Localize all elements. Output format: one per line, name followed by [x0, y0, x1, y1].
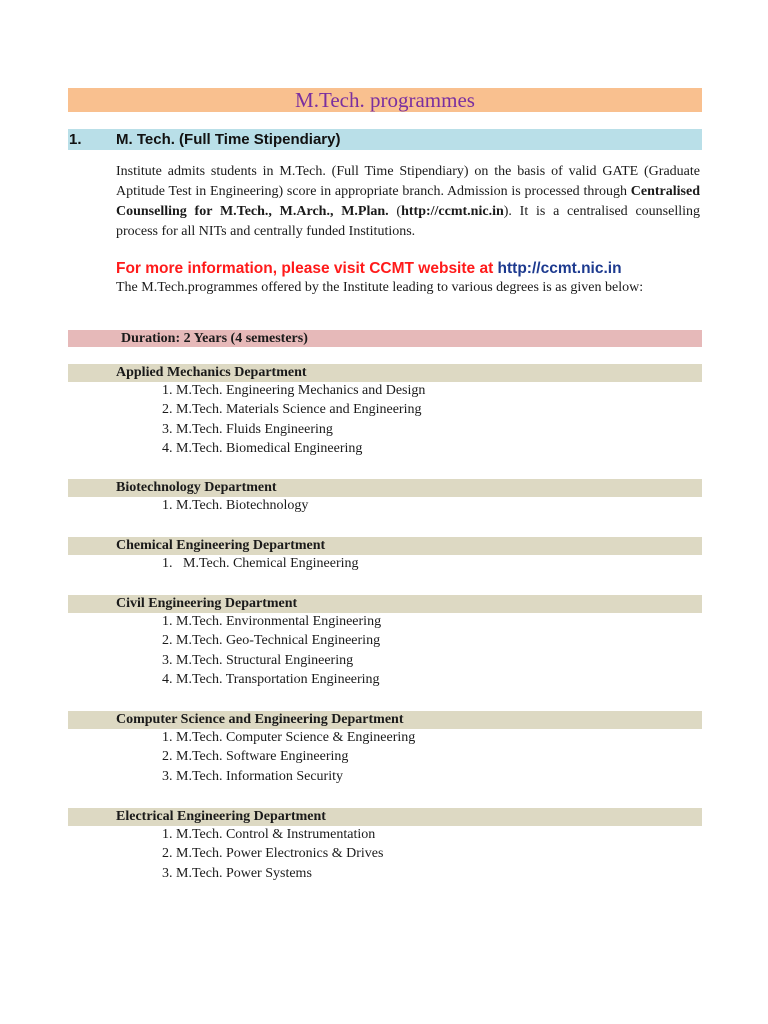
programme-item: 3. M.Tech. Information Security [162, 768, 343, 784]
page-title: M.Tech. programmes [68, 88, 702, 112]
intro-text-1: Institute admits students in M.Tech. (Full Time Stipendiary) on the basis of valid GATE (Graduate Aptitude Test in Engineering) score in appropriate branch. Admission is processed through [116, 164, 700, 199]
section-number: 1. [69, 131, 82, 148]
programme-item: 1. M.Tech. Environmental Engineering [162, 614, 382, 629]
programme-item: 1. M.Tech. Control & Instrumentation [162, 827, 376, 842]
ccmt-link-inline[interactable]: http://ccmt.nic.in [401, 204, 504, 219]
counselling-name: Centralised Counselling for M.Tech., M.Arch., M.Plan. [116, 184, 700, 219]
programme-item: 2. M.Tech. Software Engineering [162, 749, 349, 765]
programme-item: 4. M.Tech. Biomedical Engineering [162, 440, 363, 456]
programme-item: 2. M.Tech. Materials Science and Engineering [162, 402, 422, 418]
more-info-text: For more information, please visit CCMT website at [116, 260, 498, 277]
programme-item: 3. M.Tech. Power Systems [162, 865, 312, 881]
department-name: Civil Engineering Department [116, 596, 298, 611]
intro-paragraph [116, 162, 700, 242]
department-name: Computer Science and Engineering Department [116, 712, 404, 727]
ccmt-website-link[interactable]: http://ccmt.nic.in [497, 260, 622, 277]
programme-item: 1. M.Tech. Computer Science & Engineering [162, 730, 416, 745]
programme-item: 1. M.Tech. Chemical Engineering [162, 556, 359, 571]
programme-item: 3. M.Tech. Structural Engineering [162, 652, 354, 668]
programme-item: 4. M.Tech. Transportation Engineering [162, 671, 380, 687]
section-heading: M. Tech. (Full Time Stipendiary) [116, 131, 341, 148]
intro-text-2: ( [388, 204, 402, 219]
department-name: Chemical Engineering Department [116, 538, 326, 553]
offered-paragraph: The M.Tech.programmes offered by the Institute leading to various degrees is as given below: [116, 280, 644, 295]
duration-label: Duration: 2 Years (4 semesters) [121, 331, 308, 346]
intro-text-3: ). It is a centralised counselling process for all NITs and centrally funded Institutions. [116, 204, 700, 239]
more-info-line [116, 259, 622, 279]
department-name: Electrical Engineering Department [116, 809, 326, 824]
department-name: Biotechnology Department [116, 480, 277, 495]
programme-item: 2. M.Tech. Geo-Technical Engineering [162, 633, 381, 649]
programme-item: 1. M.Tech. Engineering Mechanics and Design [162, 383, 426, 398]
department-name: Applied Mechanics Department [116, 365, 307, 380]
programme-item: 2. M.Tech. Power Electronics & Drives [162, 846, 384, 862]
programme-item: 1. M.Tech. Biotechnology [162, 498, 309, 513]
programme-item: 3. M.Tech. Fluids Engineering [162, 421, 333, 437]
